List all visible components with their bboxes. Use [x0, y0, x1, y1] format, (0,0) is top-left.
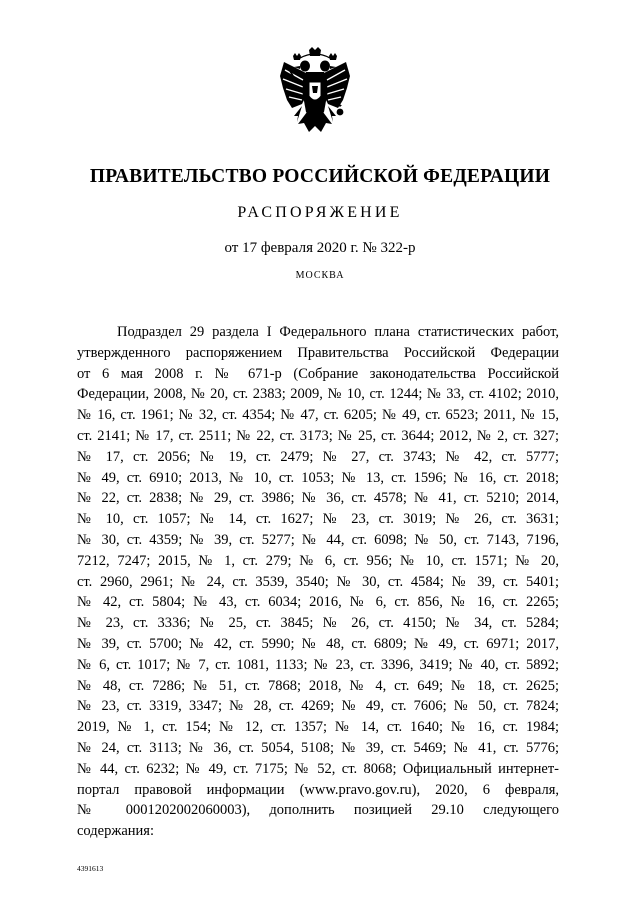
body-text-line: утвержденного распоряжением Правительства Российской Федерации — [77, 344, 559, 361]
body-text-line: № 22, ст. 2838; № 29, ст. 3986; № 36, ст. 4578; № 41, ст. 5210; 2014, — [77, 490, 559, 507]
body-text-line: № 16, ст. 1961; № 32, ст. 4354; № 47, ст. 6205; № 49, ст. 6523; 2011, № 15, — [77, 407, 559, 424]
government-title: ПРАВИТЕЛЬСТВО РОССИЙСКОЙ ФЕДЕРАЦИИ — [89, 166, 551, 187]
body-text-line: от 6 мая 2008 г. № 671-р (Собрание законодательства Российской — [77, 365, 559, 382]
body-text-line: ст. 2141; № 17, ст. 2511; № 22, ст. 3173; № 25, ст. 3644; 2012, № 2, ст. 327; — [77, 427, 559, 444]
body-text-line: № 23, ст. 3336; № 25, ст. 3845; № 26, ст. 4150; № 34, ст. 5284; — [77, 615, 559, 632]
body-text-line: содержания: — [77, 823, 155, 840]
document-footer-code: 4391613 — [77, 864, 104, 873]
body-text-line: № 30, ст. 4359; № 39, ст. 5277; № 44, ст. 6098; № 50, ст. 7143, 7196, — [77, 531, 559, 548]
body-text-line: № 17, ст. 2056; № 19, ст. 2479; № 27, ст. 3743; № 42, ст. 5777; — [77, 448, 559, 465]
body-text-line: № 44, ст. 6232; № 49, ст. 7175; № 52, ст. 8068; Официальный интернет- — [77, 760, 559, 777]
body-text-line: № 10, ст. 1057; № 14, ст. 1627; № 23, ст. 3019; № 26, ст. 3631; — [77, 511, 559, 528]
document-type: РАСПОРЯЖЕНИЕ — [237, 204, 403, 221]
body-text-line: 7212, 7247; 2015, № 1, ст. 279; № 6, ст. 956; № 10, ст. 1571; № 20, — [77, 552, 559, 569]
body-text-line: № 49, ст. 6910; 2013, № 10, ст. 1053; № 13, ст. 1596; № 16, ст. 2018; — [77, 469, 559, 486]
body-text-line: Подраздел 29 раздела I Федерального плана статистических работ, — [117, 324, 559, 340]
coat-of-arms-icon — [276, 46, 354, 142]
body-text-line: ст. 2960, 2961; № 24, ст. 3539, 3540; № 30, ст. 4584; № 39, ст. 5401; — [77, 573, 559, 590]
body-text-line: № 24, ст. 3113; № 36, ст. 5054, 5108; № 39, ст. 5469; № 41, ст. 5776; — [77, 739, 559, 756]
body-text-line: портал правовой информации (www.pravo.gov.ru), 2020, 6 февраля, — [77, 781, 559, 798]
body-text-line: № 0001202002060003), дополнить позицией 29.10 следующего — [77, 802, 559, 819]
body-text-line: № 42, ст. 5804; № 43, ст. 6034; 2016, № 6, ст. 856, № 16, ст. 2265; — [77, 594, 559, 611]
body-text-line: № 39, ст. 5700; № 42, ст. 5990; № 48, ст. 6809; № 49, ст. 6971; 2017, — [77, 635, 559, 652]
document-city: МОСКВА — [295, 270, 345, 281]
body-text-line: № 48, ст. 7286; № 51, ст. 7868; 2018, № 4, ст. 649; № 18, ст. 2625; — [77, 677, 559, 694]
body-text-line: Федерации, 2008, № 20, ст. 2383; 2009, № 10, ст. 1244; № 33, ст. 4102; 2010, — [77, 386, 559, 403]
body-paragraph — [77, 322, 559, 842]
body-text-line: № 6, ст. 1017; № 7, ст. 1081, 1133; № 23, ст. 3396, 3419; № 40, ст. 5892; — [77, 656, 559, 673]
document-date-number: от 17 февраля 2020 г. № 322-р — [224, 240, 416, 256]
body-text-line: 2019, № 1, ст. 154; № 12, ст. 1357; № 14, ст. 1640; № 16, ст. 1984; — [77, 719, 559, 736]
body-text-line: № 23, ст. 3319, 3347; № 28, ст. 4269; № 49, ст. 7606; № 50, ст. 7824; — [77, 698, 559, 715]
